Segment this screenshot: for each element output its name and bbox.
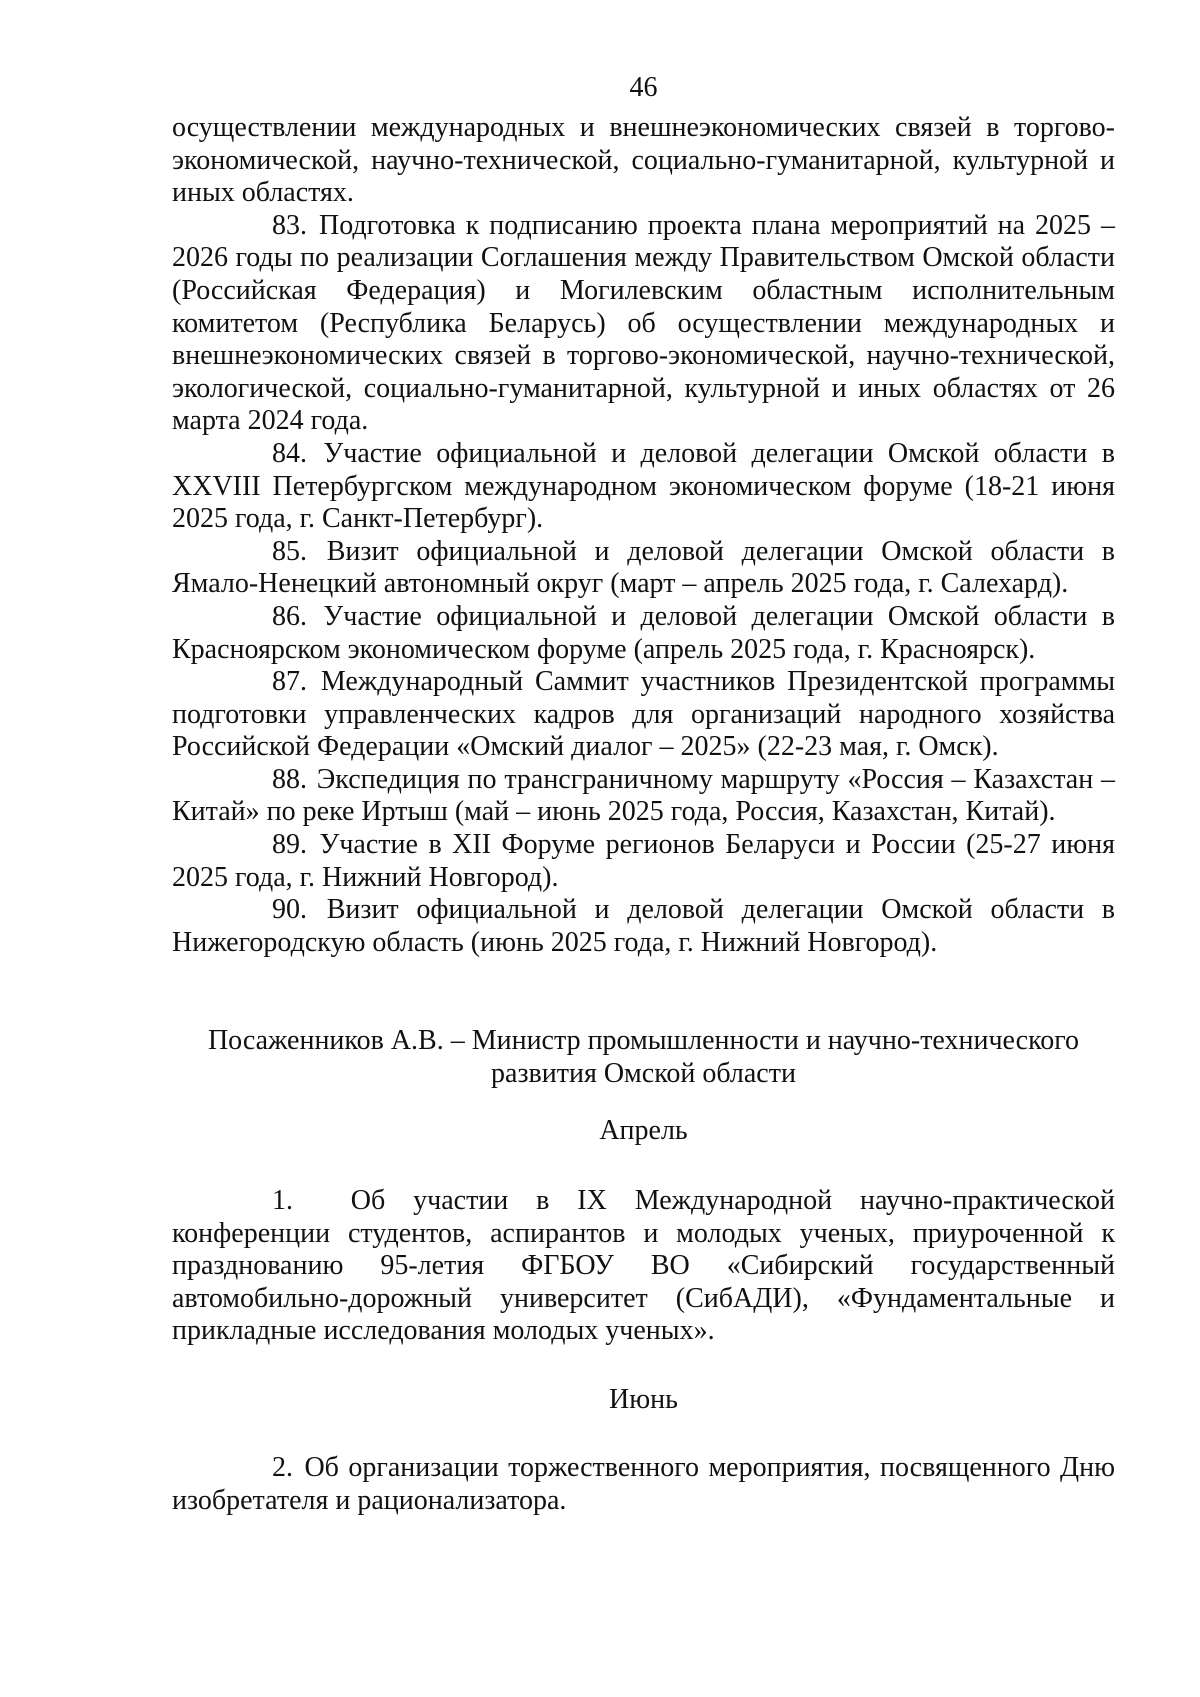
page-number: 46: [629, 72, 658, 103]
list-item-number: 88.: [272, 763, 307, 795]
list-item-text: Международный Саммит участников Президентской программы подготовки управленческих кадров для организаций народного хозяйства Российской Федерации «Омский диалог – 2025» (22-23 мая, г. Омск).: [172, 666, 1116, 763]
continuation-paragraph: осуществлении международных и внешнеэкономических связей в торгово-экономической, научно-технической, социально-гуманитарной, культурной и иных областях.: [172, 112, 1115, 209]
list-item-number: 90.: [272, 894, 307, 926]
june-item-section: [172, 1452, 1115, 1517]
numbered-list-section: [172, 112, 1115, 959]
month-heading-june: [172, 1384, 1115, 1417]
list-item-85: [172, 536, 1115, 601]
month-heading-text: Апрель: [599, 1115, 688, 1146]
list-item-87: [172, 666, 1115, 764]
month-heading-text: Июнь: [609, 1384, 678, 1415]
list-item-number: 87.: [272, 666, 307, 698]
list-item-text: Участие официальной и деловой делегации Омской области в XXVIII Петербургском международном экономическом форуме (18-21 июня 2025 года, г. Санкт-Петербург).: [172, 437, 1116, 535]
minister-heading-line-2: развития Омской области: [491, 1057, 796, 1089]
list-item-86: [172, 601, 1115, 666]
list-item-number: 83.: [272, 209, 307, 241]
minister-heading: [172, 1025, 1115, 1090]
list-item-number: 2.: [272, 1452, 293, 1483]
list-item-text: Экспедиция по трансграничному маршруту «Россия – Казахстан – Китай» по реке Иртыш (май – июнь 2025 года, Россия, Казахстан, Китай).: [172, 763, 1115, 828]
list-item-number: 89.: [272, 829, 307, 861]
list-item-88: [172, 764, 1115, 829]
month-heading-april: [172, 1115, 1115, 1148]
april-item-section: [172, 1185, 1115, 1348]
list-item-text: Визит официальной и деловой делегации Омской области в Ямало-Ненецкий автономный округ (март – апрель 2025 года, г. Салехард).: [172, 535, 1116, 600]
list-item-84: [172, 438, 1115, 536]
list-item-89: [172, 829, 1115, 894]
list-item-text: Подготовка к подписанию проекта плана мероприятий на 2025 – 2026 годы по реализации Соглашения между Правительством Омской области (Российская Федерация) и Могилевским областным исполнительным комитетом (Республика Беларусь) об осуществлении международных и внешнеэкономических связей в торгово-экономической, научно-технической, экологической, социально-гуманитарной, культурной и иных областях от 26 марта 2024 года.: [172, 209, 1116, 437]
list-item-number: 86.: [272, 600, 307, 632]
list-item-83: [172, 210, 1115, 438]
list-item-number: 1.: [272, 1185, 293, 1216]
june-list-item-2: [172, 1452, 1115, 1517]
minister-heading-line-1: Посаженников А.В. – Министр промышленности и научно-технического: [207, 1025, 1080, 1056]
april-list-item-1: [172, 1185, 1115, 1348]
list-item-number: 85.: [272, 535, 307, 567]
list-item-text: Об организации торжественного мероприятия, посвященного Дню изобретателя и рационализатора.: [172, 1452, 1116, 1516]
list-item-90: [172, 894, 1115, 959]
list-item-text: Визит официальной и деловой делегации Омской области в Нижегородскую область (июнь 2025 года, г. Нижний Новгород).: [172, 894, 1116, 958]
list-item-text: Участие официальной и деловой делегации Омской области в Красноярском экономическом форуме (апрель 2025 года, г. Красноярск).: [172, 600, 1116, 665]
list-item-text: Об участии в IX Международной научно-практической конференции студентов, аспирантов и молодых ученых, приуроченной к празднованию 95-летия ФГБОУ ВО «Сибирский государственный автомобильно-дорожный университет (СибАДИ), «Фундаментальные и прикладные исследования молодых ученых».: [172, 1185, 1116, 1347]
list-item-text: Участие в XII Форуме регионов Беларуси и России (25-27 июня 2025 года, г. Нижний Новгород).: [172, 829, 1116, 893]
list-item-number: 84.: [272, 437, 307, 469]
